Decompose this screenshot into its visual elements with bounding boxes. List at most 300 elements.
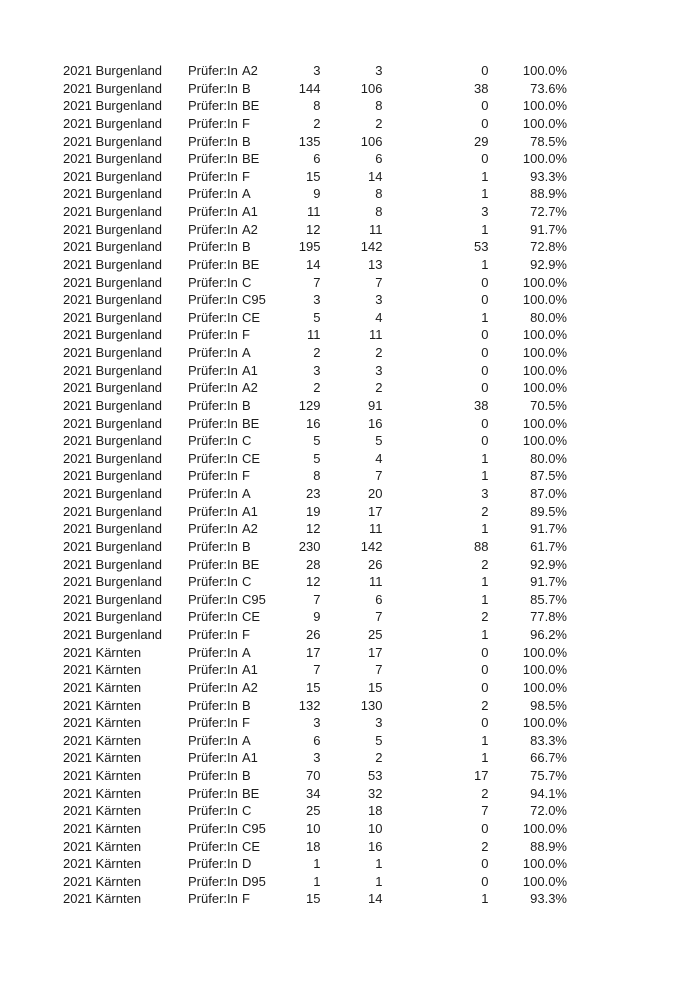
cell-passed: 8 <box>375 204 383 219</box>
cell-passed: 142 <box>360 239 383 255</box>
cell-pass-rate: 100.0% <box>522 63 567 78</box>
table-row <box>63 221 567 239</box>
cell-year-state: 2021 Burgenland <box>63 309 163 325</box>
table-row <box>63 432 567 450</box>
cell-failed: 0 <box>481 274 489 290</box>
cell-examiner: Prüfer:In <box>188 838 238 854</box>
cell-pass-rate: 100.0% <box>522 345 567 360</box>
cell-failed: 38 <box>474 80 489 96</box>
cell-year-state: 2021 Burgenland <box>63 256 163 272</box>
cell-examiner: Prüfer:In <box>188 503 238 519</box>
table-row <box>63 115 567 133</box>
table-row <box>63 520 567 538</box>
cell-pass-rate: 93.3% <box>530 168 567 184</box>
cell-failed: 0 <box>481 433 489 449</box>
cell-passed: 10 <box>368 820 383 836</box>
table-row <box>63 291 567 309</box>
cell-category: A <box>242 345 251 360</box>
cell-year-state: 2021 Burgenland <box>63 574 163 590</box>
table-row <box>63 855 567 873</box>
cell-pass-rate: 100.0% <box>522 274 567 290</box>
cell-pass-rate: 100.0% <box>522 151 567 167</box>
cell-category: CE <box>242 450 261 466</box>
cell-pass-rate: 78.5% <box>530 133 567 149</box>
cell-year-state: 2021 Burgenland <box>63 327 163 343</box>
cell-examiner: Prüfer:In <box>188 327 238 343</box>
cell-failed: 0 <box>481 415 489 431</box>
cell-year-state: 2021 Kärnten <box>63 679 142 695</box>
cell-total: 195 <box>298 239 321 255</box>
table-row <box>63 397 567 415</box>
cell-category: B <box>242 397 251 413</box>
table-row <box>63 644 567 662</box>
cell-passed: 2 <box>375 345 383 360</box>
cell-passed: 3 <box>375 292 383 308</box>
cell-examiner: Prüfer:In <box>188 891 238 907</box>
cell-examiner: Prüfer:In <box>188 133 238 149</box>
table-row <box>63 767 567 785</box>
cell-passed: 32 <box>368 785 383 801</box>
cell-pass-rate: 93.3% <box>530 891 567 907</box>
cell-failed: 2 <box>481 556 489 572</box>
cell-category: F <box>242 891 250 907</box>
table-row <box>63 785 567 803</box>
cell-passed: 11 <box>369 327 383 343</box>
cell-total: 15 <box>306 891 321 907</box>
cell-failed: 2 <box>481 838 489 854</box>
cell-passed: 14 <box>368 891 383 907</box>
cell-passed: 8 <box>375 186 383 202</box>
cell-year-state: 2021 Kärnten <box>63 820 142 836</box>
cell-examiner: Prüfer:In <box>188 768 238 783</box>
table-row <box>63 661 567 679</box>
cell-examiner: Prüfer:In <box>188 204 238 219</box>
cell-examiner: Prüfer:In <box>188 662 238 678</box>
cell-category: B <box>242 697 251 713</box>
table-row <box>63 97 567 115</box>
cell-examiner: Prüfer:In <box>188 556 238 572</box>
cell-pass-rate: 100.0% <box>522 856 567 872</box>
cell-passed: 142 <box>360 538 383 554</box>
cell-year-state: 2021 Burgenland <box>63 186 163 202</box>
table-row <box>63 309 567 327</box>
cell-total: 34 <box>306 785 321 801</box>
table-row <box>63 591 567 609</box>
cell-total: 6 <box>313 151 321 167</box>
cell-pass-rate: 80.0% <box>530 450 567 466</box>
cell-category: BE <box>242 785 260 801</box>
cell-total: 7 <box>313 591 321 607</box>
cell-year-state: 2021 Burgenland <box>63 133 163 149</box>
cell-category: C <box>242 433 252 449</box>
table-row <box>63 415 567 433</box>
table-row <box>63 185 567 203</box>
cell-year-state: 2021 Burgenland <box>63 98 163 114</box>
cell-failed: 0 <box>481 873 489 889</box>
cell-failed: 2 <box>481 785 489 801</box>
cell-total: 26 <box>306 627 321 642</box>
cell-total: 8 <box>313 468 321 484</box>
cell-examiner: Prüfer:In <box>188 362 238 378</box>
cell-pass-rate: 100.0% <box>522 715 567 731</box>
cell-examiner: Prüfer:In <box>188 750 238 766</box>
cell-failed: 88 <box>474 538 489 554</box>
cell-total: 15 <box>306 679 321 695</box>
cell-examiner: Prüfer:In <box>188 80 238 96</box>
table-row <box>63 256 567 274</box>
cell-category: A2 <box>242 521 258 537</box>
cell-examiner: Prüfer:In <box>188 397 238 413</box>
table-row <box>63 608 567 626</box>
cell-examiner: Prüfer:In <box>188 486 238 501</box>
cell-failed: 0 <box>481 115 489 131</box>
cell-failed: 1 <box>481 256 489 272</box>
cell-failed: 1 <box>481 221 489 237</box>
cell-category: CE <box>242 609 261 625</box>
cell-year-state: 2021 Burgenland <box>63 521 163 537</box>
cell-passed: 18 <box>368 803 383 819</box>
cell-examiner: Prüfer:In <box>188 468 238 484</box>
cell-year-state: 2021 Kärnten <box>63 838 142 854</box>
cell-category: D95 <box>242 873 266 889</box>
cell-examiner: Prüfer:In <box>188 679 238 695</box>
cell-passed: 20 <box>368 486 383 501</box>
cell-pass-rate: 72.7% <box>530 204 567 219</box>
cell-category: B <box>242 538 251 554</box>
cell-total: 2 <box>313 380 321 396</box>
cell-total: 18 <box>306 838 321 854</box>
cell-pass-rate: 100.0% <box>522 873 567 889</box>
cell-examiner: Prüfer:In <box>188 433 238 449</box>
cell-year-state: 2021 Kärnten <box>63 856 142 872</box>
cell-total: 129 <box>298 397 321 413</box>
cell-category: A <box>242 732 251 748</box>
cell-pass-rate: 83.3% <box>530 732 567 748</box>
cell-passed: 4 <box>375 309 383 325</box>
table-row <box>63 820 567 838</box>
table-row <box>63 556 567 574</box>
cell-pass-rate: 88.9% <box>530 186 567 202</box>
table-row <box>63 362 567 380</box>
cell-total: 9 <box>313 186 321 202</box>
cell-year-state: 2021 Burgenland <box>63 556 163 572</box>
table-row <box>63 626 567 644</box>
table-row <box>63 732 567 750</box>
cell-year-state: 2021 Burgenland <box>63 362 163 378</box>
cell-year-state: 2021 Kärnten <box>63 750 142 766</box>
cell-category: A2 <box>242 380 258 396</box>
cell-category: A <box>242 644 251 660</box>
cell-year-state: 2021 Burgenland <box>63 151 163 167</box>
cell-pass-rate: 100.0% <box>522 98 567 114</box>
cell-examiner: Prüfer:In <box>188 785 238 801</box>
cell-passed: 53 <box>368 768 383 783</box>
cell-passed: 17 <box>368 644 383 660</box>
cell-pass-rate: 87.0% <box>530 486 567 501</box>
cell-failed: 29 <box>474 133 489 149</box>
cell-passed: 2 <box>375 115 383 131</box>
table-row <box>63 80 567 98</box>
cell-passed: 4 <box>375 450 383 466</box>
cell-failed: 0 <box>481 362 489 378</box>
cell-failed: 3 <box>481 486 489 501</box>
table-row <box>63 274 567 292</box>
cell-total: 3 <box>313 362 321 378</box>
cell-pass-rate: 77.8% <box>530 609 567 625</box>
table-row <box>63 697 567 715</box>
cell-total: 135 <box>298 133 321 149</box>
table-row <box>63 485 567 503</box>
cell-pass-rate: 91.7% <box>530 574 567 590</box>
cell-failed: 1 <box>481 450 489 466</box>
cell-total: 5 <box>313 433 321 449</box>
table-row <box>63 203 567 221</box>
cell-pass-rate: 80.0% <box>530 309 567 325</box>
table-row <box>63 573 567 591</box>
cell-examiner: Prüfer:In <box>188 574 238 590</box>
cell-pass-rate: 96.2% <box>530 627 567 642</box>
cell-passed: 2 <box>375 380 383 396</box>
cell-failed: 17 <box>474 768 489 783</box>
cell-category: C <box>242 274 252 290</box>
cell-total: 70 <box>306 768 321 783</box>
cell-passed: 3 <box>375 63 383 78</box>
cell-total: 12 <box>306 521 321 537</box>
cell-total: 230 <box>298 538 321 554</box>
table-row <box>63 450 567 468</box>
cell-passed: 3 <box>375 362 383 378</box>
cell-examiner: Prüfer:In <box>188 609 238 625</box>
cell-pass-rate: 61.7% <box>530 538 567 554</box>
cell-pass-rate: 91.7% <box>530 221 567 237</box>
cell-category: D <box>242 856 252 872</box>
cell-total: 2 <box>313 115 321 131</box>
cell-category: B <box>242 80 251 96</box>
cell-year-state: 2021 Burgenland <box>63 415 163 431</box>
cell-passed: 7 <box>375 274 383 290</box>
cell-year-state: 2021 Kärnten <box>63 768 142 783</box>
cell-failed: 1 <box>481 309 489 325</box>
cell-year-state: 2021 Burgenland <box>63 239 163 255</box>
cell-examiner: Prüfer:In <box>188 221 238 237</box>
cell-failed: 1 <box>481 168 489 184</box>
cell-failed: 7 <box>481 803 489 819</box>
cell-year-state: 2021 Kärnten <box>63 715 142 731</box>
cell-passed: 5 <box>375 732 383 748</box>
cell-pass-rate: 72.8% <box>530 239 567 255</box>
cell-examiner: Prüfer:In <box>188 274 238 290</box>
cell-examiner: Prüfer:In <box>188 98 238 114</box>
table-row <box>63 873 567 891</box>
table-row <box>63 467 567 485</box>
table-row <box>63 133 567 151</box>
cell-category: A1 <box>242 662 258 678</box>
cell-examiner: Prüfer:In <box>188 715 238 731</box>
cell-passed: 8 <box>375 98 383 114</box>
cell-pass-rate: 91.7% <box>530 521 567 537</box>
cell-passed: 2 <box>375 750 383 766</box>
cell-passed: 14 <box>368 168 383 184</box>
cell-passed: 1 <box>375 873 383 889</box>
cell-pass-rate: 66.7% <box>530 750 567 766</box>
cell-total: 17 <box>306 644 321 660</box>
cell-total: 14 <box>306 256 321 272</box>
cell-year-state: 2021 Burgenland <box>63 450 163 466</box>
cell-examiner: Prüfer:In <box>188 115 238 131</box>
cell-pass-rate: 85.7% <box>530 591 567 607</box>
cell-passed: 106 <box>360 80 383 96</box>
cell-category: C95 <box>242 292 266 308</box>
cell-total: 144 <box>298 80 321 96</box>
cell-examiner: Prüfer:In <box>188 732 238 748</box>
cell-total: 3 <box>313 292 321 308</box>
cell-category: CE <box>242 309 261 325</box>
table-row <box>63 749 567 767</box>
cell-failed: 0 <box>481 327 489 343</box>
table-row <box>63 150 567 168</box>
cell-passed: 13 <box>368 256 383 272</box>
cell-pass-rate: 100.0% <box>522 292 567 308</box>
cell-failed: 2 <box>481 503 489 519</box>
cell-total: 23 <box>306 486 321 501</box>
cell-passed: 11 <box>369 521 383 537</box>
cell-examiner: Prüfer:In <box>188 63 238 78</box>
cell-category: B <box>242 768 251 783</box>
cell-year-state: 2021 Burgenland <box>63 63 163 78</box>
cell-category: C <box>242 803 252 819</box>
cell-total: 2 <box>313 345 321 360</box>
cell-failed: 0 <box>481 345 489 360</box>
table-row <box>63 379 567 397</box>
cell-passed: 26 <box>368 556 383 572</box>
cell-total: 6 <box>313 732 321 748</box>
cell-examiner: Prüfer:In <box>188 591 238 607</box>
cell-passed: 6 <box>375 591 383 607</box>
cell-examiner: Prüfer:In <box>188 873 238 889</box>
cell-category: A1 <box>242 503 258 519</box>
cell-year-state: 2021 Burgenland <box>63 221 163 237</box>
cell-passed: 16 <box>368 415 383 431</box>
cell-failed: 0 <box>481 292 489 308</box>
cell-year-state: 2021 Burgenland <box>63 433 163 449</box>
cell-total: 10 <box>306 820 321 836</box>
cell-passed: 6 <box>375 151 383 167</box>
cell-failed: 1 <box>481 750 489 766</box>
table-row <box>63 238 567 256</box>
cell-failed: 0 <box>481 63 489 78</box>
table-body <box>63 62 567 908</box>
cell-year-state: 2021 Burgenland <box>63 468 163 484</box>
cell-total: 5 <box>313 450 321 466</box>
cell-examiner: Prüfer:In <box>188 239 238 255</box>
cell-failed: 0 <box>481 380 489 396</box>
cell-passed: 1 <box>375 856 383 872</box>
cell-passed: 25 <box>368 627 383 642</box>
cell-category: C <box>242 574 252 590</box>
cell-examiner: Prüfer:In <box>188 168 238 184</box>
cell-year-state: 2021 Burgenland <box>63 168 163 184</box>
cell-failed: 0 <box>481 98 489 114</box>
cell-failed: 1 <box>481 521 489 537</box>
cell-examiner: Prüfer:In <box>188 697 238 713</box>
cell-category: A1 <box>242 204 258 219</box>
cell-total: 3 <box>313 63 321 78</box>
cell-passed: 15 <box>368 679 383 695</box>
cell-year-state: 2021 Kärnten <box>63 803 142 819</box>
cell-examiner: Prüfer:In <box>188 151 238 167</box>
table-row <box>63 344 567 362</box>
cell-failed: 1 <box>481 732 489 748</box>
cell-category: BE <box>242 256 260 272</box>
cell-examiner: Prüfer:In <box>188 309 238 325</box>
cell-year-state: 2021 Burgenland <box>63 486 163 501</box>
cell-failed: 2 <box>481 609 489 625</box>
cell-passed: 7 <box>375 609 383 625</box>
cell-pass-rate: 89.5% <box>530 503 567 519</box>
cell-total: 12 <box>306 221 321 237</box>
cell-failed: 0 <box>481 644 489 660</box>
cell-failed: 1 <box>481 574 489 590</box>
cell-year-state: 2021 Kärnten <box>63 891 142 907</box>
cell-failed: 2 <box>481 697 489 713</box>
cell-pass-rate: 100.0% <box>522 679 567 695</box>
cell-pass-rate: 100.0% <box>522 362 567 378</box>
cell-category: B <box>242 239 251 255</box>
cell-examiner: Prüfer:In <box>188 345 238 360</box>
cell-examiner: Prüfer:In <box>188 627 238 642</box>
cell-pass-rate: 70.5% <box>530 397 567 413</box>
cell-category: A2 <box>242 679 258 695</box>
table-row <box>63 802 567 820</box>
cell-failed: 0 <box>481 662 489 678</box>
cell-pass-rate: 100.0% <box>522 433 567 449</box>
cell-pass-rate: 100.0% <box>522 380 567 396</box>
cell-failed: 1 <box>481 186 489 202</box>
cell-failed: 3 <box>481 204 489 219</box>
cell-category: F <box>242 715 250 731</box>
cell-year-state: 2021 Kärnten <box>63 873 142 889</box>
cell-category: B <box>242 133 251 149</box>
cell-category: F <box>242 115 250 131</box>
cell-total: 132 <box>298 697 321 713</box>
cell-passed: 7 <box>375 468 383 484</box>
cell-category: BE <box>242 98 260 114</box>
cell-passed: 3 <box>375 715 383 731</box>
cell-passed: 130 <box>360 697 383 713</box>
cell-year-state: 2021 Burgenland <box>63 274 163 290</box>
cell-year-state: 2021 Burgenland <box>63 345 163 360</box>
table-row <box>63 890 567 908</box>
cell-failed: 1 <box>481 468 489 484</box>
cell-pass-rate: 100.0% <box>522 644 567 660</box>
cell-passed: 17 <box>368 503 383 519</box>
cell-examiner: Prüfer:In <box>188 256 238 272</box>
cell-passed: 16 <box>368 838 383 854</box>
cell-year-state: 2021 Burgenland <box>63 397 163 413</box>
cell-year-state: 2021 Burgenland <box>63 80 163 96</box>
cell-total: 25 <box>306 803 321 819</box>
cell-total: 7 <box>313 274 321 290</box>
cell-total: 3 <box>313 715 321 731</box>
table-row <box>63 838 567 856</box>
cell-pass-rate: 87.5% <box>530 468 567 484</box>
cell-pass-rate: 92.9% <box>530 556 567 572</box>
table-row <box>63 168 567 186</box>
cell-category: A2 <box>242 221 258 237</box>
cell-category: F <box>242 327 250 343</box>
cell-failed: 1 <box>481 891 489 907</box>
cell-examiner: Prüfer:In <box>188 415 238 431</box>
